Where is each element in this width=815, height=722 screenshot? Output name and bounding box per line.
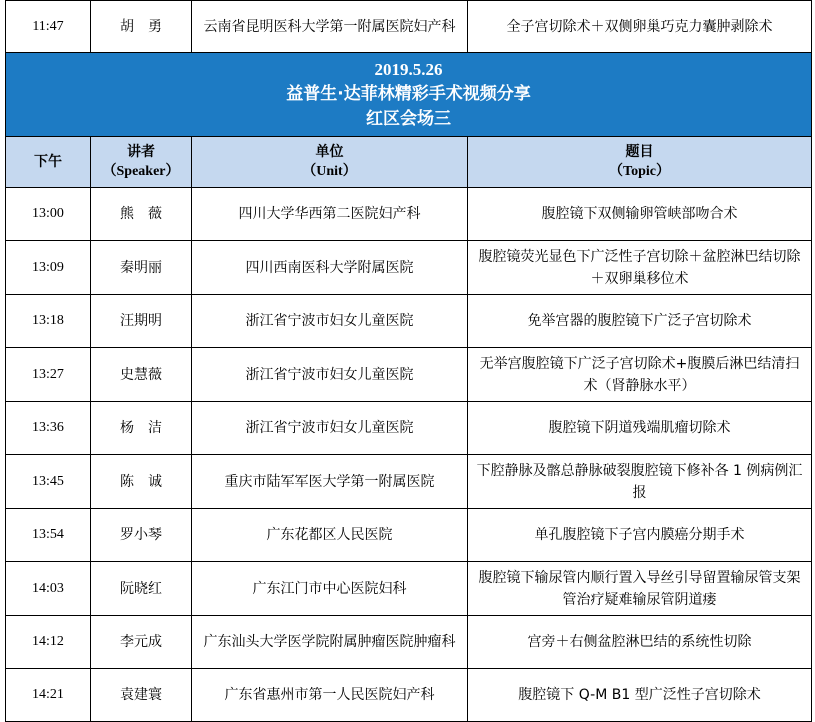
unit-cell: 四川大学华西第二医院妇产科: [192, 188, 468, 241]
speaker-cell: 史慧薇: [91, 348, 192, 402]
time-cell: 13:27: [6, 348, 91, 402]
table-header: [6, 137, 812, 188]
unit-cell: 广东省惠州市第一人民医院妇产科: [192, 669, 468, 722]
speaker-cell: 杨 洁: [91, 402, 192, 455]
header-unit-en: （Unit）: [302, 164, 357, 179]
speaker-cell: 袁建寰: [91, 669, 192, 722]
table-row: [6, 295, 812, 348]
speaker-cell: 李元成: [91, 616, 192, 669]
time-cell: 14:12: [6, 616, 91, 669]
topic-cell: 宫旁＋右侧盆腔淋巴结的系统性切除: [468, 616, 812, 669]
table-row-top: [6, 1, 812, 53]
schedule-table: [5, 0, 812, 722]
topic-cell: 腹腔镜下输尿管内顺行置入导丝引导留置输尿管支架管治疗疑难输尿管阴道瘘: [468, 562, 812, 616]
topic-cell: 免举宫器的腹腔镜下广泛子宫切除术: [468, 295, 812, 348]
speaker-cell: 阮晓红: [91, 562, 192, 616]
banner-cell: [6, 53, 812, 137]
time-cell: 13:18: [6, 295, 91, 348]
unit-cell: 浙江省宁波市妇女儿童医院: [192, 295, 468, 348]
time-cell: 13:36: [6, 402, 91, 455]
unit-cell: 浙江省宁波市妇女儿童医院: [192, 348, 468, 402]
time-cell: 11:47: [6, 1, 91, 53]
header-topic-cn: 题目: [625, 144, 654, 160]
header-topic: [468, 137, 812, 188]
unit-cell: 四川西南医科大学附属医院: [192, 241, 468, 295]
speaker-cell: 汪期明: [91, 295, 192, 348]
header-speaker: [91, 137, 192, 188]
session-date: 2019.5.26: [374, 60, 443, 79]
topic-cell: 无举宫腹腔镜下广泛子宫切除术+腹膜后淋巴结清扫术（肾静脉水平）: [468, 348, 812, 402]
speaker-cell: 陈 诚: [91, 455, 192, 509]
table-row: [6, 562, 812, 616]
speaker-cell: 熊 薇: [91, 188, 192, 241]
speaker-cell: 罗小琴: [91, 509, 192, 562]
topic-cell: 腹腔镜下阴道残端肌瘤切除术: [468, 402, 812, 455]
time-cell: 14:03: [6, 562, 91, 616]
schedule-page: [5, 0, 811, 722]
table-row: [6, 616, 812, 669]
header-speaker-en: （Speaker）: [102, 164, 180, 179]
topic-cell: 全子宫切除术＋双侧卵巢巧克力囊肿剥除术: [468, 1, 812, 53]
time-cell: 13:00: [6, 188, 91, 241]
unit-cell: 广东花都区人民医院: [192, 509, 468, 562]
topic-cell: 腹腔镜荧光显色下广泛性子宫切除＋盆腔淋巴结切除＋双卵巢移位术: [468, 241, 812, 295]
speaker-cell: 胡 勇: [91, 1, 192, 53]
table-row: [6, 241, 812, 295]
header-session: 下午: [6, 137, 91, 188]
session-hall: 红区会场三: [366, 109, 451, 129]
time-cell: 13:09: [6, 241, 91, 295]
topic-cell: 腹腔镜下双侧输卵管峡部吻合术: [468, 188, 812, 241]
unit-cell: 广东汕头大学医学院附属肿瘤医院肿瘤科: [192, 616, 468, 669]
header-speaker-cn: 讲者: [127, 144, 155, 160]
table-row: [6, 509, 812, 562]
unit-cell: 广东江门市中心医院妇科: [192, 562, 468, 616]
table-row: [6, 188, 812, 241]
time-cell: 13:54: [6, 509, 91, 562]
header-unit-cn: 单位: [315, 144, 344, 160]
table-row: [6, 669, 812, 722]
unit-cell: 重庆市陆军军医大学第一附属医院: [192, 455, 468, 509]
header-topic-en: （Topic）: [609, 164, 670, 179]
table-row: [6, 402, 812, 455]
unit-cell: 云南省昆明医科大学第一附属医院妇产科: [192, 1, 468, 53]
session-title: 益普生·达菲林精彩手术视频分享: [286, 84, 531, 104]
topic-cell: 单孔腹腔镜下子宫内膜癌分期手术: [468, 509, 812, 562]
topic-cell: 下腔静脉及髂总静脉破裂腹腔镜下修补各 1 例病例汇报: [468, 455, 812, 509]
speaker-cell: 秦明丽: [91, 241, 192, 295]
header-unit: [192, 137, 468, 188]
time-cell: 14:21: [6, 669, 91, 722]
session-banner: [6, 53, 812, 137]
topic-cell: 腹腔镜下 Q-M B1 型广泛性子宫切除术: [468, 669, 812, 722]
time-cell: 13:45: [6, 455, 91, 509]
table-row: [6, 348, 812, 402]
unit-cell: 浙江省宁波市妇女儿童医院: [192, 402, 468, 455]
table-row: [6, 455, 812, 509]
